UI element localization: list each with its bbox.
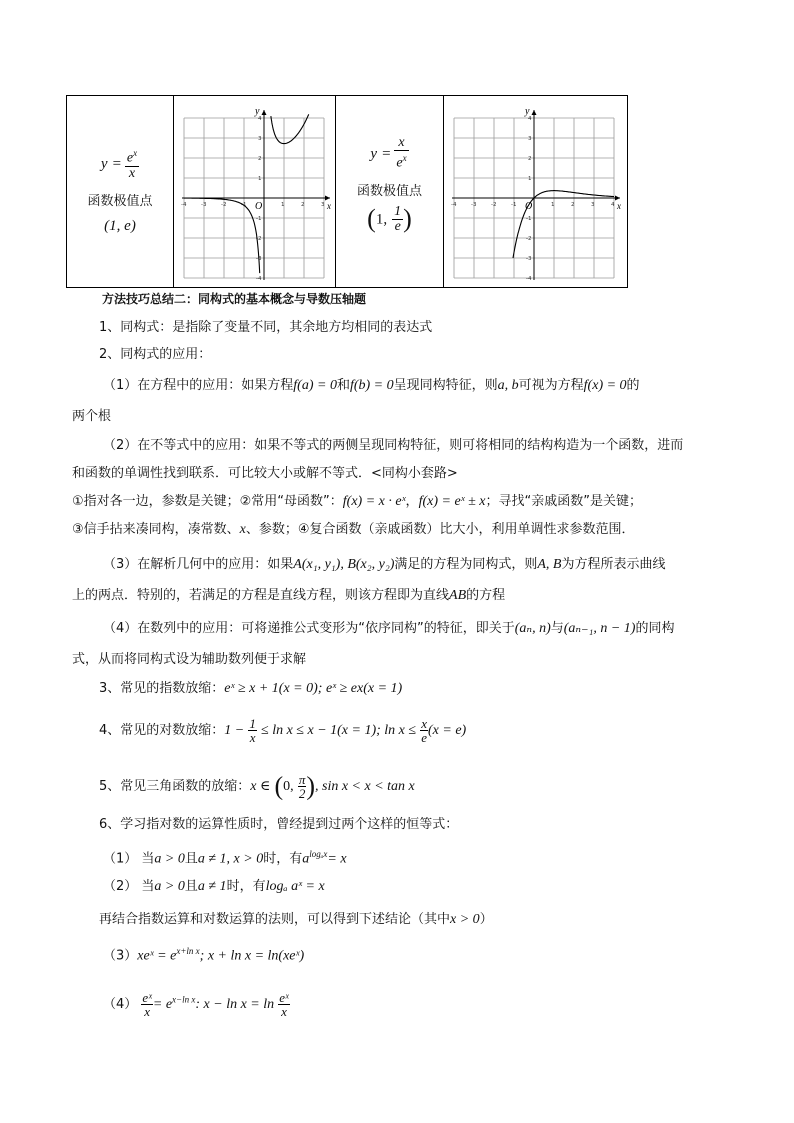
y-tick-label: 1 [528,176,532,182]
extreme-point-label: 函数极值点 [87,194,153,209]
x-tick-label: -1 [511,202,517,208]
x-tick-label: -3 [201,202,207,208]
item-2: 2、同构式的应用： [99,347,212,362]
formula-exp-over-x: y = $\frac{e^x}{x}$ [100,148,138,181]
cell-exp-over-x-info [67,96,174,287]
x-tick-label: 3 [321,202,325,208]
item-5: 5、常见三角函数的放缩：x ∈ (0, $\frac{\pi}{2}$ ), sin x < x < tan x [99,771,415,801]
conclusion-4: （4） $\frac{\text{eˣ}}{x}$ = $e^{x-ln x}$: x − ln x = ln $\frac{\text{eˣ}}{x}$ [103,990,289,1019]
x-tick-label: 4 [611,202,615,208]
x-axis-label: x [327,201,331,211]
cell-graph-x-over-exp [444,96,627,287]
origin-label: O [255,201,263,212]
item-1: 1、同构式：是指除了变量不同，其余地方均相同的表达式 [99,320,433,335]
item-3: 3、常见的指数放缩：eˣ ≥ x + 1(x = 0); eˣ ≥ ex(x = 1) [99,681,403,696]
x-tick-label: -2 [491,202,497,208]
x-tick-label: -3 [471,202,477,208]
y-tick-label: 3 [528,136,532,142]
tips-line-1: ①指对各一边，参数是关键；②常用“母函数”：f(x) = x · eˣ，f(x) = eˣ ± x；寻找“亲戚函数”是关键； [72,494,642,509]
y-tick-label: -4 [256,276,262,282]
conclusion-intro: 再结合指数运算和对数运算的法则，可以得到下述结论（其中x > 0） [99,912,493,927]
item-2-1: （1）在方程中的应用：如果方程f(a) = 0和f(b) = 0呈现同构特征，则a, b可视为方程f(x) = 0的 [103,378,640,393]
item-4: 4、常见的对数放缩：1 − $\frac{1}{x}$ ≤ ln x ≤ x − 1(x = 1); ln x ≤ $\frac{x}{e}$ (x = e) [99,716,467,745]
item-2-2-cont: 和函数的单调性找到联系．可比较大小或解不等式．<同构小套路> [72,466,458,481]
extreme-point-label: 函数极值点 [356,184,422,199]
y-tick-label: -1 [526,216,532,222]
x-axis-arrow [615,196,620,201]
item-2-2: （2）在不等式中的应用：如果不等式的两侧呈现同构特征，则可将相同的结构构造为一个函数，进而 [103,438,684,453]
cell-graph-exp-over-x [174,96,336,287]
y-axis-label: y [255,106,260,117]
x-tick-label: 1 [281,202,285,208]
item-2-4: （4）在数列中的应用：可将递推公式变形为“依序同构”的特征，即关于(aₙ, n)与(aₙ₋₁, n − 1)的同构 [103,621,675,636]
y-tick-label: -2 [256,236,262,242]
y-tick-label: -3 [256,256,262,262]
y-tick-label: -1 [256,216,262,222]
item-2-3-cont: 上的两点．特别的，若满足的方程是直线方程，则该方程即为直线AB的方程 [72,588,506,603]
extreme-point-value: (1, $\frac{1}{e}$ ) [367,203,412,234]
y-tick-label: -2 [526,236,532,242]
y-tick-label: 4 [258,116,262,122]
identity-2: （2） 当a > 0且a ≠ 1时，有logₐ aˣ = x [103,879,325,894]
identity-1: （1） 当a > 0且a ≠ 1, x > 0时，有$a^{log_ax}= x$ [103,849,347,867]
y-tick-label: -4 [526,276,532,282]
function-curve [184,198,263,273]
x-tick-label: 2 [301,202,305,208]
y-tick-label: 2 [258,156,262,162]
x-axis-arrow [325,196,330,201]
cell-x-over-exp-info [336,96,444,287]
fraction: $\frac{e^x}{x}$ [126,148,138,181]
y-tick-label: 4 [528,116,532,122]
function-table [66,95,628,288]
formula-x-over-exp: y = $\frac{x}{e^x}$ [370,135,407,171]
y-axis-arrow [262,110,267,115]
x-tick-label: -2 [221,202,227,208]
x-tick-label: -4 [451,202,457,208]
x-tick-label: -4 [181,202,187,208]
y-tick-label: 3 [258,136,262,142]
y-tick-label: 1 [258,176,262,182]
y-axis-label: y [525,106,530,117]
x-axis-label: x [617,201,621,211]
section-heading: 方法技巧总结二：同构式的基本概念与导数压轴题 [102,292,367,306]
graph-x-over-exp [448,100,623,283]
x-tick-label: -1 [241,202,247,208]
item-2-1-cont: 两个根 [72,409,112,424]
graph-exp-over-x [178,100,332,283]
item-2-4-cont: 式，从而将同构式设为辅助数列便于求解 [72,652,307,667]
conclusion-3: （3）xeˣ = $e^{x+ln x}$; x + ln x = ln(xeˣ) [103,946,305,964]
y-tick-label: 2 [528,156,532,162]
extreme-point-value: (1, e) [104,218,136,234]
origin-label: O [525,201,533,212]
x-tick-label: 2 [571,202,575,208]
x-tick-label: 3 [591,202,595,208]
y-tick-label: -3 [526,256,532,262]
item-2-3: （3）在解析几何中的应用：如果A(x₁, y₁), B(x₂, y₂)满足的方程为同构式，则A, B为方程所表示曲线 [103,557,666,572]
fraction: $\frac{x}{e^x}$ [396,135,407,171]
tips-line-2: ③信手拈来凑同构，凑常数、x、参数；④复合函数（亲戚函数）比大小，利用单调性求参数范围． [72,522,635,537]
x-tick-label: 1 [551,202,555,208]
function-curve [271,114,309,143]
y-axis-arrow [532,110,537,115]
item-6: 6、学习指对数的运算性质时，曾经提到过两个这样的恒等式： [99,817,459,832]
